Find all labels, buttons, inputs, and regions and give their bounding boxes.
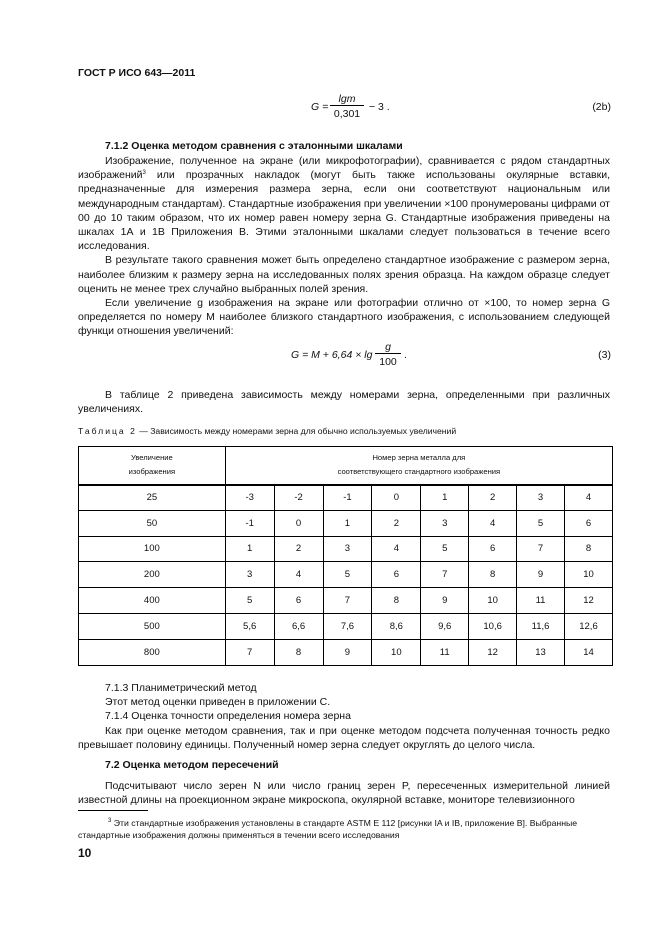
grain-number-cell: 7 <box>225 639 274 665</box>
paragraph-text: или прозрачных накладок (могут быть также использованы окулярные вставки, предназначенные для измерения размера зерна, если они соответствуют национальным или международным стандартам). Стандартные изображения при увеличении ×100 пронумерованы цифрами от 00 до 10 таким образом, что их номер равен номеру зерна G. Стандартные изображения приведены на шкалах 1А и 1В Приложения В. Этими эталонными шкалами следует пользоваться в течение всего исследования. <box>78 169 610 253</box>
header-text: Номер зерна металла для <box>372 453 466 463</box>
magnification-cell: 50 <box>79 510 226 536</box>
table-caption <box>78 426 456 436</box>
footnote <box>78 817 611 841</box>
footnote-ref: 3 <box>142 170 146 177</box>
formula-3-lhs: G = M + 6,64 × lg <box>291 349 373 361</box>
grain-number-cell: 7 <box>421 562 469 588</box>
grain-number-cell: 13 <box>517 639 565 665</box>
grain-number-cell: 9,6 <box>421 613 469 639</box>
grain-number-cell: 10 <box>564 562 612 588</box>
grain-number-cell: 10,6 <box>469 613 517 639</box>
header-text: соответствующего стандартного изображения <box>337 467 501 477</box>
grain-number-cell: 6,6 <box>274 613 323 639</box>
paragraph: Подсчитывают число зерен N или число границ зерен P, пересеченных измерительной линией известной длины на проекционном экране микроскопа, окулярной вставке, мониторе телевизионного <box>78 780 610 807</box>
grain-number-cell: 0 <box>372 485 421 511</box>
section-713-title: 7.1.3 Планиметрический метод <box>105 682 257 694</box>
grain-number-cell: 2 <box>372 510 421 536</box>
magnification-cell: 200 <box>79 562 226 588</box>
section-713-text: Этот метод оценки приведен в приложении С. <box>105 696 331 708</box>
table-row <box>79 588 613 614</box>
grain-number-cell: 11 <box>517 588 565 614</box>
section-714-title: 7.1.4 Оценка точности определения номера зерна <box>105 710 351 722</box>
paragraph: В таблице 2 приведена зависимость между номерами зерна, определенными при различных увеличениях. <box>78 389 610 416</box>
grain-number-cell: 1 <box>225 536 274 562</box>
magnification-cell: 100 <box>79 536 226 562</box>
paragraph-text: Изображение, полученное на экране (или микрофотографии), сравнивается с рядом стандартных изображений <box>78 155 610 182</box>
grain-number-cell: 9 <box>323 639 372 665</box>
grain-number-cell: 4 <box>469 510 517 536</box>
grain-number-cell: 3 <box>517 485 565 511</box>
formula-3-fraction <box>375 341 401 368</box>
grain-number-cell: 6 <box>564 510 612 536</box>
formula-3-number: (3) <box>598 349 611 361</box>
grain-number-cell: -2 <box>274 485 323 511</box>
table-intro <box>78 388 610 416</box>
table-row <box>79 562 613 588</box>
grain-number-cell: 12,6 <box>564 613 612 639</box>
grain-number-cell: 8 <box>274 639 323 665</box>
grain-number-cell: 8,6 <box>372 613 421 639</box>
formula-3-rhs: . <box>404 349 407 361</box>
header-text: изображения <box>128 467 176 477</box>
grain-number-cell: 4 <box>274 562 323 588</box>
grain-number-cell: 6 <box>274 588 323 614</box>
formula-2b-denominator: 0,301 <box>330 105 364 120</box>
footnote-body: Эти стандартные изображения установлены в стандарте ASTM E 112 [рисунки IA и IB, приложение В]. Выбранные стандартные изображения должны применяться в течении всего исследования <box>78 818 578 840</box>
grain-number-cell: 8 <box>372 588 421 614</box>
table-row <box>79 639 613 665</box>
grain-number-cell: 8 <box>564 536 612 562</box>
header-text: Увеличение <box>130 453 173 463</box>
magnification-cell: 400 <box>79 588 226 614</box>
section-714-text <box>78 724 610 752</box>
grain-number-cell: 9 <box>421 588 469 614</box>
grain-number-cell: -1 <box>225 510 274 536</box>
formula-2b-numerator: lgm <box>338 93 356 105</box>
paragraph: Если увеличение g изображения на экране или фотографии отлично от ×100, то номер зерна G определяется по номеру M наиболее близкого стандартного изображения, с использованием следующей функци отношения увеличений: <box>78 297 610 338</box>
footnote-mark: 3 <box>108 818 112 824</box>
grain-number-cell: 2 <box>274 536 323 562</box>
section-712-text <box>78 154 610 339</box>
footnote-text <box>78 817 611 841</box>
grain-number-cell: 4 <box>372 536 421 562</box>
grain-number-cell: 6 <box>469 536 517 562</box>
table-row <box>79 536 613 562</box>
paragraph: Как при оценке методом сравнения, так и при оценке методом подсчета полученная точность редко превышает половину единицы. Полученный номер зерна следует округлять до целого числа. <box>78 725 610 752</box>
section-72-text <box>78 779 610 807</box>
grain-number-cell: 12 <box>469 639 517 665</box>
grain-number-cell: 9 <box>517 562 565 588</box>
grain-number-cell: 12 <box>564 588 612 614</box>
header-grain-number <box>225 447 612 485</box>
section-72-title: 7.2 Оценка методом пересечений <box>105 759 279 771</box>
grain-number-table <box>78 446 613 666</box>
grain-number-cell: 4 <box>564 485 612 511</box>
grain-number-cell: 6 <box>372 562 421 588</box>
grain-number-cell: 11 <box>421 639 469 665</box>
grain-number-cell: 8 <box>469 562 517 588</box>
grain-number-cell: 11,6 <box>517 613 565 639</box>
grain-number-cell: 5 <box>225 588 274 614</box>
grain-number-cell: 1 <box>421 485 469 511</box>
header-magnification <box>79 447 226 485</box>
grain-number-cell: 5 <box>421 536 469 562</box>
grain-number-cell: -3 <box>225 485 274 511</box>
grain-number-cell: 1 <box>323 510 372 536</box>
document-header: ГОСТ Р ИСО 643—2011 <box>78 67 196 79</box>
grain-number-cell: 14 <box>564 639 612 665</box>
table-body <box>79 485 613 666</box>
grain-number-cell: 3 <box>225 562 274 588</box>
grain-number-cell: 3 <box>323 536 372 562</box>
table-caption-prefix: Таблица 2 <box>78 426 137 436</box>
grain-number-cell: 5 <box>517 510 565 536</box>
grain-number-cell: 7 <box>517 536 565 562</box>
section-712-title: 7.1.2 Оценка методом сравнения с эталонными шкалами <box>105 140 403 152</box>
paragraph: В результате такого сравнения может быть определено стандартное изображение с размером зерна, наиболее близким к размеру зерна на исследованных полях зрения образца. На каждом образце следует оценить не менее трех случайно выбранных полей зрения. <box>78 254 610 295</box>
grain-number-cell: 5 <box>323 562 372 588</box>
grain-number-cell: 7,6 <box>323 613 372 639</box>
grain-number-cell: 5,6 <box>225 613 274 639</box>
table-row <box>79 510 613 536</box>
footnote-separator <box>78 810 148 811</box>
magnification-cell: 25 <box>79 485 226 511</box>
grain-number-cell: 2 <box>469 485 517 511</box>
magnification-cell: 800 <box>79 639 226 665</box>
formula-3-numerator: g <box>385 341 391 353</box>
grain-number-cell: -1 <box>323 485 372 511</box>
page-number: 10 <box>78 846 92 860</box>
grain-number-cell: 7 <box>323 588 372 614</box>
grain-number-cell: 10 <box>372 639 421 665</box>
formula-3-denominator: 100 <box>375 353 401 368</box>
formula-2b-rhs: − 3 . <box>369 101 390 113</box>
table-row <box>79 613 613 639</box>
formula-2b-number: (2b) <box>592 101 611 113</box>
table-row <box>79 485 613 511</box>
table-caption-text: — Зависимость между номерами зерна для обычно используемых увеличений <box>136 426 457 436</box>
grain-number-cell: 3 <box>421 510 469 536</box>
formula-2b-lhs: G = <box>311 101 329 113</box>
magnification-cell: 500 <box>79 613 226 639</box>
grain-number-cell: 0 <box>274 510 323 536</box>
grain-number-cell: 10 <box>469 588 517 614</box>
paragraph <box>78 154 610 253</box>
formula-2b-fraction <box>330 93 364 120</box>
